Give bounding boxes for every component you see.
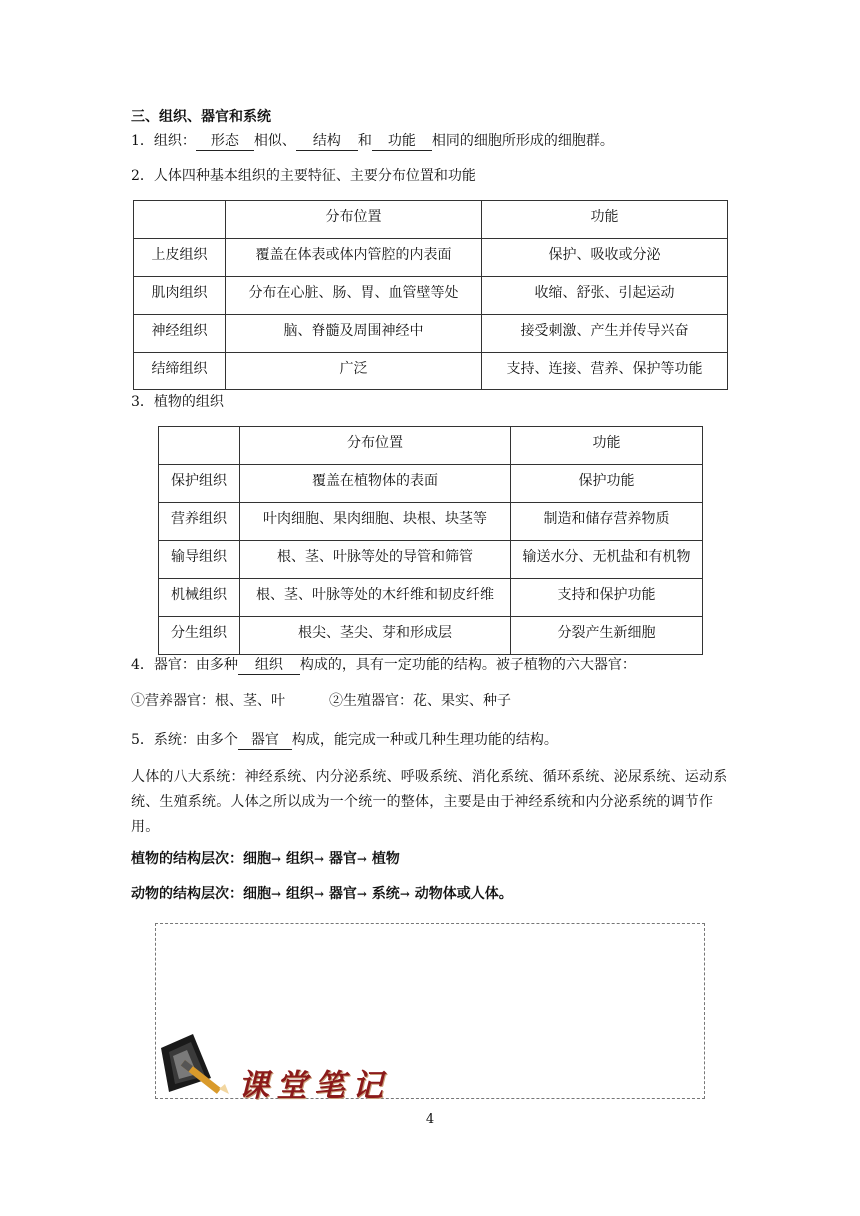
- table-cell: 收缩、舒张、引起运动: [482, 277, 728, 315]
- vegetative-organs: ①营养器官：根、茎、叶: [131, 693, 285, 709]
- table-cell: 覆盖在植物体的表面: [240, 465, 511, 503]
- arrow-icon: →: [356, 887, 367, 901]
- arrow-icon: →: [271, 887, 282, 901]
- table-header-cell: 分布位置: [226, 201, 482, 239]
- table-header-cell: 分布位置: [240, 427, 511, 465]
- level-step: 细胞: [243, 851, 271, 867]
- class-notes-box: [155, 923, 705, 1104]
- table-cell: 肌肉组织: [134, 277, 226, 315]
- table-cell: 上皮组织: [134, 239, 226, 277]
- table-cell: 结缔组织: [134, 353, 226, 390]
- item-5-prefix: 5．系统：由多个: [131, 732, 238, 748]
- table-cell: 制造和储存营养物质: [511, 503, 703, 541]
- pencil-paper-icon: [159, 1032, 239, 1096]
- table-cell: 根尖、茎尖、芽和形成层: [240, 617, 511, 655]
- table-cell: 保护、吸收或分泌: [482, 239, 728, 277]
- level-step: 细胞: [243, 886, 271, 902]
- table-cell: 机械组织: [159, 579, 240, 617]
- page-number: 4: [425, 1112, 435, 1127]
- blank-organ: 器官: [238, 731, 292, 750]
- table-cell: 保护功能: [511, 465, 703, 503]
- table-cell: 分布在心脏、肠、胃、血管壁等处: [226, 277, 482, 315]
- level-step: 动物体或人体。: [414, 886, 513, 902]
- item-4-prefix: 4．器官：由多种: [131, 657, 238, 673]
- arrow-icon: →: [356, 852, 367, 866]
- item-4-suffix: 构成的，具有一定功能的结构。被子植物的六大器官：: [299, 657, 636, 673]
- animal-levels-label: 动物的结构层次：: [131, 886, 243, 902]
- arrow-icon: →: [399, 887, 410, 901]
- table-cell: 营养组织: [159, 503, 240, 541]
- item-4-organ-definition: [131, 655, 636, 675]
- table-cell: 广泛: [226, 353, 482, 390]
- plant-structure-levels: [131, 849, 400, 869]
- table-header-cell: 功能: [482, 201, 728, 239]
- item-5-system-definition: [131, 730, 558, 750]
- animal-structure-levels: [131, 884, 513, 904]
- eight-systems-paragraph: 人体的八大系统：神经系统、内分泌系统、呼吸系统、消化系统、循环系统、泌尿系统、运动系统、生殖系统。人体之所以成为一个统一的整体，主要是由于神经系统和内分泌系统的调节作用。: [131, 769, 728, 835]
- table-header-cell: [134, 201, 226, 239]
- blank-tissue: 组织: [238, 656, 300, 675]
- table-cell: 支持和保护功能: [511, 579, 703, 617]
- item-1-prefix: 1．组织：: [131, 133, 196, 149]
- level-step: 器官: [328, 886, 357, 902]
- table-cell: 支持、连接、营养、保护等功能: [482, 353, 728, 390]
- item-1-suffix: 相同的细胞所形成的细胞群。: [431, 133, 614, 149]
- table-cell: 脑、脊髓及周围神经中: [226, 315, 482, 353]
- blank-function: 功能: [372, 132, 432, 151]
- table-cell: 输导组织: [159, 541, 240, 579]
- plant-levels-label: 植物的结构层次：: [131, 851, 243, 867]
- table-cell: 分生组织: [159, 617, 240, 655]
- item-1-tissue-definition: [131, 131, 614, 151]
- table-cell: 输送水分、无机盐和有机物: [511, 541, 703, 579]
- arrow-icon: →: [313, 852, 324, 866]
- class-notes-logo-text: 课堂笔记: [238, 1068, 390, 1104]
- table-cell: 叶肉细胞、果肉细胞、块根、块茎等: [240, 503, 511, 541]
- blank-structure: 结构: [296, 132, 358, 151]
- section-title: 三、组织、器官和系统: [131, 109, 271, 125]
- table-cell: 接受刺激、产生并传导兴奋: [482, 315, 728, 353]
- table-cell: 根、茎、叶脉等处的木纤维和韧皮纤维: [240, 579, 511, 617]
- item-3-title: 3．植物的组织: [131, 394, 224, 410]
- level-step: 器官: [328, 851, 357, 867]
- table-cell: 分裂产生新细胞: [511, 617, 703, 655]
- item-2-title: 2．人体四种基本组织的主要特征、主要分布位置和功能: [131, 168, 476, 184]
- reproductive-organs: ②生殖器官：花、果实、种子: [329, 693, 511, 709]
- table-cell: 根、茎、叶脉等处的导管和筛管: [240, 541, 511, 579]
- table-cell: 保护组织: [159, 465, 240, 503]
- human-tissue-table: [133, 200, 728, 390]
- table-cell: 覆盖在体表或体内管腔的内表面: [226, 239, 482, 277]
- level-step: 植物: [371, 851, 400, 867]
- level-step: 系统: [371, 886, 400, 902]
- plant-tissue-table: [158, 426, 703, 655]
- table-header-cell: 功能: [511, 427, 703, 465]
- level-step: 组织: [285, 886, 314, 902]
- item-1-mid-2: 和: [357, 133, 372, 149]
- item-1-mid-1: 相似、: [253, 133, 296, 149]
- arrow-icon: →: [313, 887, 324, 901]
- table-cell: 神经组织: [134, 315, 226, 353]
- blank-shape: 形态: [196, 132, 254, 151]
- arrow-icon: →: [271, 852, 282, 866]
- level-step: 组织: [285, 851, 314, 867]
- table-header-cell: [159, 427, 240, 465]
- organ-types-line: [131, 691, 511, 711]
- item-5-suffix: 构成，能完成一种或几种生理功能的结构。: [291, 732, 558, 748]
